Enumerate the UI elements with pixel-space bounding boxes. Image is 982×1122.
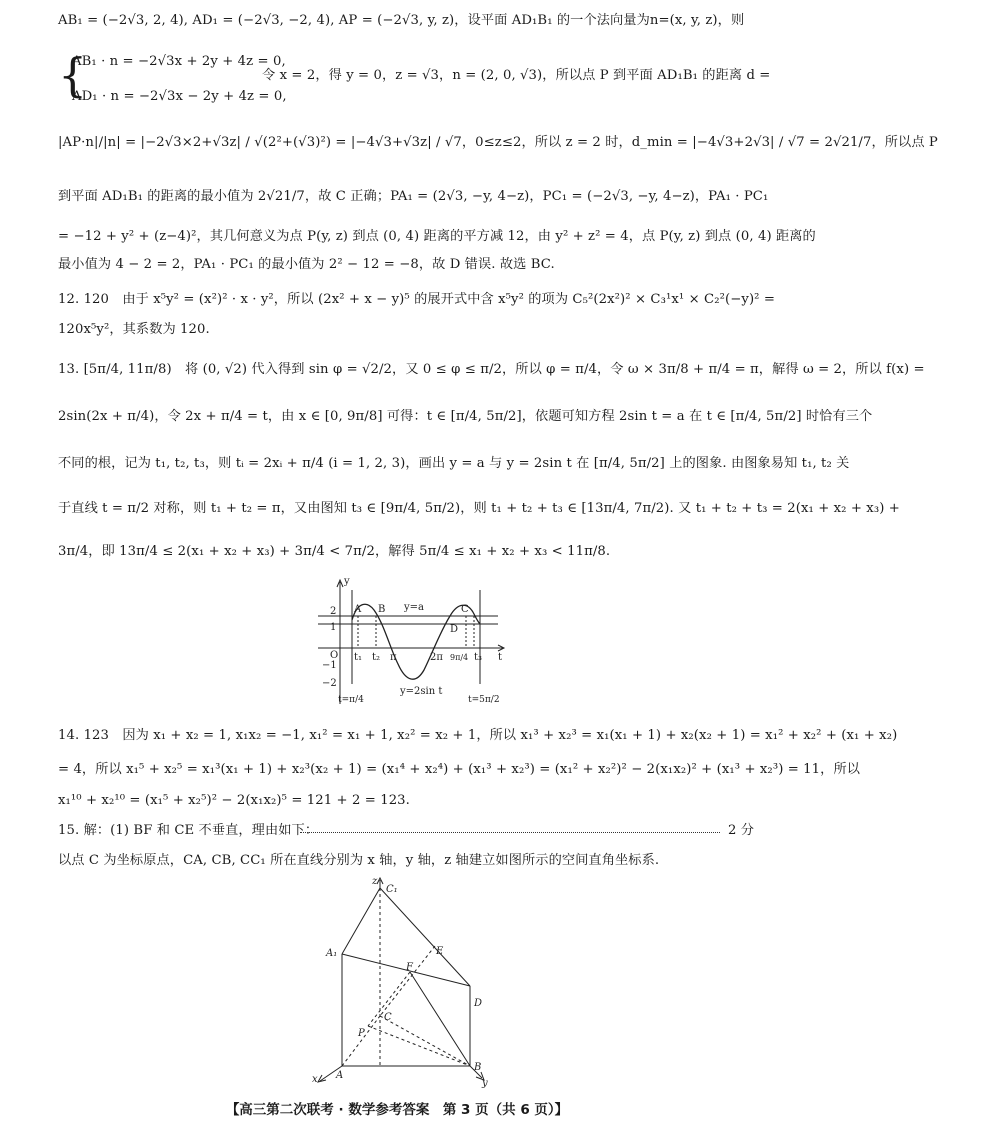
score-label: 2 分	[728, 823, 755, 838]
text-line: 不同的根，记为 t₁, t₂, t₃，则 tᵢ = 2xᵢ + π/4 (i = 1, 2, 3)，画出 y = a 与 y = 2sin t 在 [π/4, 5π/2] 上的图象. 由图象易知 t₁, t₂ 关	[58, 456, 850, 471]
text-line: 12. 120 由于 x⁵y² = (x²)² · x · y²，所以 (2x² + x − y)⁵ 的展开式中含 x⁵y² 的项为 C₅²(2x²)² × C₃¹x¹ × C₂²(−y)² =	[58, 292, 776, 307]
dotted-leader	[300, 832, 720, 833]
prism-vertex-label: D	[474, 998, 483, 1009]
prism-vertex-label: E	[436, 946, 444, 957]
prism-figure	[310, 876, 520, 1088]
graph-boundary-label: t=5π/2	[468, 695, 500, 705]
graph-curve-label: y=2sin t	[400, 686, 443, 697]
graph-tick-label: t₁	[354, 652, 363, 663]
sine-graph	[308, 572, 508, 712]
text-line: |AP·n|/|n| = |−2√3×2+√3z| / √(2²+(√3)²) = |−4√3+√3z| / √7，0≤z≤2，所以 z = 2 时，d_min = |−4√3+2√3| / √7 = 2√21/7，所以点 P	[58, 135, 938, 150]
text-line: 于直线 t = π/2 对称，则 t₁ + t₂ = π，又由图知 t₃ ∈ [9π/4, 5π/2)，则 t₁ + t₂ + t₃ ∈ [13π/4, 7π/2). 又 t₁ + t₂ + t₃ = 2(x₁ + x₂ + x₃) +	[58, 501, 900, 516]
graph-line-label: y=a	[404, 602, 424, 613]
text-line: 最小值为 4 − 2 = 2，PA₁ · PC₁ 的最小值为 2² − 12 = −8，故 D 错误. 故选 BC.	[58, 257, 555, 272]
text-line: 以点 C 为坐标原点，CA, CB, CC₁ 所在直线分别为 x 轴，y 轴，z 轴建立如图所示的空间直角坐标系.	[58, 853, 660, 868]
text-line: 2sin(2x + π/4)，令 2x + π/4 = t，由 x ∈ [0, 9π/8] 可得：t ∈ [π/4, 5π/2]，依题可知方程 2sin t = a 在 t ∈ [π/4, 5π/2] 时恰有三个	[58, 409, 873, 424]
text-line: AD₁ · n = −2√3x − 2y + 4z = 0,	[72, 89, 287, 104]
graph-point-label: A	[354, 604, 362, 615]
text-line: AB₁ · n = −2√3x + 2y + 4z = 0,	[72, 54, 286, 69]
graph-tick-label: −2	[322, 678, 337, 689]
prism-vertex-label: F	[406, 962, 413, 973]
prism-vertex-label: C	[384, 1012, 392, 1023]
graph-tick-label: 2	[330, 606, 337, 617]
text-line: x₁¹⁰ + x₂¹⁰ = (x₁⁵ + x₂⁵)² − 2(x₁x₂)⁵ = 121 + 2 = 123.	[58, 793, 410, 808]
graph-tick-label: −1	[322, 660, 337, 671]
text-line: 令 x = 2，得 y = 0，z = √3，n = (2, 0, √3)，所以点 P 到平面 AD₁B₁ 的距离 d =	[262, 68, 771, 83]
text-line: 13. [5π/4, 11π/8) 将 (0, √2) 代入得到 sin φ = √2/2，又 0 ≤ φ ≤ π/2，所以 φ = π/4，令 ω × 3π/8 + π/4 = π，解得 ω = 2，所以 f(x) =	[58, 362, 925, 377]
text-line: = −12 + y² + (z−4)²，其几何意义为点 P(y, z) 到点 (0, 4) 距离的平方减 12，由 y² + z² = 4，点 P(y, z) 到点 (0, 4) 距离的	[58, 229, 816, 244]
system-brace: {	[58, 48, 88, 102]
prism-vertex-label: B	[474, 1062, 482, 1073]
text-line: = 4，所以 x₁⁵ + x₂⁵ = x₁³(x₁ + 1) + x₂³(x₂ + 1) = (x₁⁴ + x₂⁴) + (x₁³ + x₂³) = (x₁² + x₂²)² − 2(x₁x₂)² + (x₁³ + x₂³) = 11，所以	[58, 762, 861, 777]
graph-tick-label: 1	[330, 622, 337, 633]
graph-y-axis-label: y	[344, 576, 350, 587]
text-line: 120x⁵y²，其系数为 120.	[58, 322, 210, 337]
prism-axis-label: y	[482, 1078, 488, 1089]
graph-point-label: D	[450, 624, 459, 635]
prism-vertex-label: C₁	[386, 884, 398, 895]
graph-boundary-label: t=π/4	[338, 695, 364, 705]
prism-axis-label: z	[372, 876, 378, 887]
graph-tick-label: t₂	[372, 652, 381, 663]
graph-point-label: B	[378, 604, 386, 615]
graph-tick-label: 2π	[430, 652, 443, 663]
text-line: 14. 123 因为 x₁ + x₂ = 1, x₁x₂ = −1, x₁² = x₁ + 1, x₂² = x₂ + 1，所以 x₁³ + x₂³ = x₁(x₁ + 1) + x₂(x₂ + 1) = x₁² + x₂² + (x₁ + x₂)	[58, 728, 898, 743]
graph-tick-label: t₃	[474, 652, 483, 663]
prism-vertex-label: A₁	[326, 948, 338, 959]
text-line: 15. 解：(1) BF 和 CE 不垂直，理由如下：	[58, 823, 319, 838]
text-line: 到平面 AD₁B₁ 的距离的最小值为 2√21/7，故 C 正确；PA₁ = (2√3, −y, 4−z)，PC₁ = (−2√3, −y, 4−z)，PA₁ · PC₁	[58, 189, 769, 204]
graph-tick-label: π	[390, 652, 397, 663]
page-footer: 【高三第二次联考 · 数学参考答案 第 3 页（共 6 页）】	[225, 1102, 569, 1118]
prism-axis-label: x	[312, 1074, 318, 1085]
graph-point-label: C	[461, 604, 469, 615]
prism-vertex-label: P	[358, 1028, 365, 1039]
graph-t-axis-label: t	[498, 652, 503, 663]
graph-origin-label: O	[330, 650, 339, 661]
prism-vertex-label: A	[336, 1070, 344, 1081]
text-line: AB₁ = (−2√3, 2, 4), AD₁ = (−2√3, −2, 4), AP = (−2√3, y, z)，设平面 AD₁B₁ 的一个法向量为n=(x, y, z)，则	[58, 13, 745, 28]
graph-tick-label: 9π/4	[450, 653, 469, 662]
text-line: 3π/4，即 13π/4 ≤ 2(x₁ + x₂ + x₃) + 3π/4 < 7π/2，解得 5π/4 ≤ x₁ + x₂ + x₃ < 11π/8.	[58, 544, 611, 559]
